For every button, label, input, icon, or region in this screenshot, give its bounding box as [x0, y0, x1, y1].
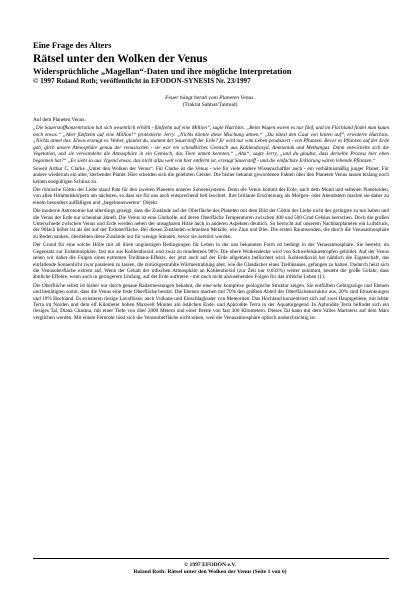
article-body: [33, 117, 389, 323]
paragraph-3: Die moderne Astronomie hat allerdings gezeigt, dass die Zustände auf der Oberfläche des Planeten mit dem Bild der Göttin der Liebe nicht des geringste zu tun haben und die Venus der Erde nur scheinbar ähnelt. Die Venus ist eine Glutholle, auf deren Oberfläche Temperaturen zwischen 400 und 500 Grad Celsius herrschen. Doch die großen Unterschiede zwischen Venus und Erde werden neben der unsagbaren Hitze auch in anderen Aspekten deutlich. So herrscht auf unserem Nachbarplaneten ein Luftdruck, der 90fach höher ist als der auf der Erdoberfläche. Bei diesen Zuständen schmelzen Metalle, wie Zinn und Blei. Die ersten Raumsonden, die durch die Venusatmosphäre zu Boden sanken, überlebten diese Zustände nur für wenige Stunden, bevor sie zerstört wurden.: [33, 208, 389, 240]
paragraph-5: Die Oberfläche selbst ist bisher nur durch genaue Radarmessungen bekannt, die eine sehr komplexe geologische Struktur zeigen. Sie entfüllten Gebirgszüge und Ebenen und bestätigten somit, dass die Venus eine feste Oberfläche besitzt. Die Ebenen machen mit 70% den größten Anteil der Oberflächenstruktur aus, 20% sind Einsenkungen und 10% Hochland. Es existieren riesige Lavaflüsse, auch Vulkane und Einschlagkrater von Meteoriten. Das Hochland konzentriert sich auf zwei Hauptgebiete, mit Ishtar Terra im Norden und dem elf Kilometer hohen Maxwell Montes am östlichen Ende, und Aphrodite Terra in der Äquatorgegend. In Aphrodite Terra befindet sich ein riesiges Tal, Diana Chasma, mit einer Tiefe von über 2000 Metern und einer Breite von fast 300 Kilometern. Dieses Tal kann mit dem Valles Marineris auf dem Mars verglichen werden. Mit einem Fernrohr lässt sich die Venusoberfläche nicht sehen, weil die Venusatmosphäre optisch undurchsichtig ist.: [33, 282, 389, 321]
page-footer: [0, 562, 420, 576]
copyright-line: © 1997 Roland Roth; veröffentlicht in EFODON-SYNESIS Nr. 23/1997: [33, 77, 251, 85]
article-title: Rätsel unter den Wolken der Venus: [33, 52, 208, 65]
footer-copyright: © 1997 EFODON e.V.: [183, 562, 237, 568]
quoted-dialogue: „Die Sauerstoffkonzentration hat sich wesentlich erhöht - fünfzehn auf eine Million“, sagte Hutchins. „Beim Wagen waren es nur fünf, und im Flachland findet man kaum noch etwas.“ „Aber fünfzehn auf eine Million!“ protestierte Jerry. „Nichts könnte diese Mischung atmen.“ „Du tätest den Gaul von hinten auf“, erwiderte Hutchins. „Nichts atmet das. Etwas erzeugt es. Woher, glaubst du, stammt der Sauerstoff der Erde? Er wird nur vom Leben produziert - von Pflanzen. Bevor es Pflanzen auf der Erde gab, glich unsere Atmosphäre genau der venusischen - sie war ein scheußliches Gemisch aus Kohlendioxyd, Ammoniak und Methangas. Dann entwickelte sich die Vegetation, und sie verwandelte die Atmosphäre in ein Gemisch, das Tiere atmen konnten.“ „Aha“, sagte Jerry, „und du glaubst, dass derselbe Prozess hier oben begonnen hat?“ „Es sieht so aus. Irgend etwas, das nicht allzu weit von hier entfernt ist, erzeugt Sauerstoff - und die einfachste Erklärung wären lebende Pflanzen.“: [33, 125, 389, 164]
paragraph-4: Der Grund für eine solche Hölle mit all ihren ungünstigen Bedingungen für Leben in der uns bekannten Form ist bedingt in der Venusatmosphäre. Sie besteht, im Gegensatz zur Erdatmosphäre, fast nur aus Kohlendioxid, und zwar zu mindestens 98%. Die obere Wolkendecke wird von Schwefelsäuretropfen gebildet. Auf der Venus sehen wir daher die Folgen eines extremen Treibhaus-Effekts, der jetzt auch auf der Erde allgemein befürchtet wird. Kohlendioxid hat nämlich die Eigenschaft, das einfallende Sonnenlicht zwar passieren zu lassen, die zurückgestrahlte Wärmestrahlung aber, wie die Glasdächer eines Treibhauses, gefangen zu halten. Dadurch heizt sich die Venusoberfläche extrem auf. Wenn der Gehalt der irdischen Atmosphäre an Kohlendioxid (zur Zeit nur 0,033%) weiter zunimmt, besteht die große Gefahr, dass ähnliche Effekte, wenn auch in geringerem Umfang, auf der Erde auftreten - mit noch nicht abzusehenden Folgen für das irdische Leben (1).: [33, 242, 389, 281]
epigraph-source: (Traktat Sabbat/Talmud): [182, 102, 238, 108]
epigraph-quote: Feuer hängt herab vom Planeten Venus.: [165, 95, 255, 101]
paragraph-1: Soweit Arthur C. Clarke „Unter den Wolken der Venus“. Für Clarke ist die Venus - wie für viele andere Wissenschaftler auch - ein verhältnismäßig junger Planet. Für andere wiederum ein alter, sterbender Planet. Hier scheiden sich die gelehrten Geister. Die bisher bekannt gewordenen Fakten über den Planeten Venus lassen bislang noch keinen endgültigen Schluss zu.: [33, 165, 389, 185]
footer-page-info: Roland Roth: Rätsel unter den Wolken der Venus (Seite 1 von 6): [133, 569, 287, 575]
article-subtitle: Widersprüchliche „Magellan“-Daten und ihre mögliche Interpretation: [33, 66, 292, 76]
footer-divider: [33, 558, 389, 559]
kicker: Eine Frage des Alters: [33, 40, 112, 50]
epigraph: [0, 95, 420, 109]
lead-line: Auf dem Planeten Venus:: [33, 117, 86, 123]
paragraph-2: Die römische Göttin der Liebe stand Pate für den zweiten Planeten unseres Sonnensystems. Denn die Venus kommt der Erde, nach dem Mond und seltenen Planetoiden, von allen Himmelskörpern am nächsten, so dass sie für uns auch entsprechend hell leuchtet. Ihre brillante Erscheinung als Morgen- oder Abendstern machte sie daher zu einem besonders auffälligen und „begehrenswerten“ Objekt.: [33, 186, 389, 206]
article-header: [33, 40, 393, 86]
